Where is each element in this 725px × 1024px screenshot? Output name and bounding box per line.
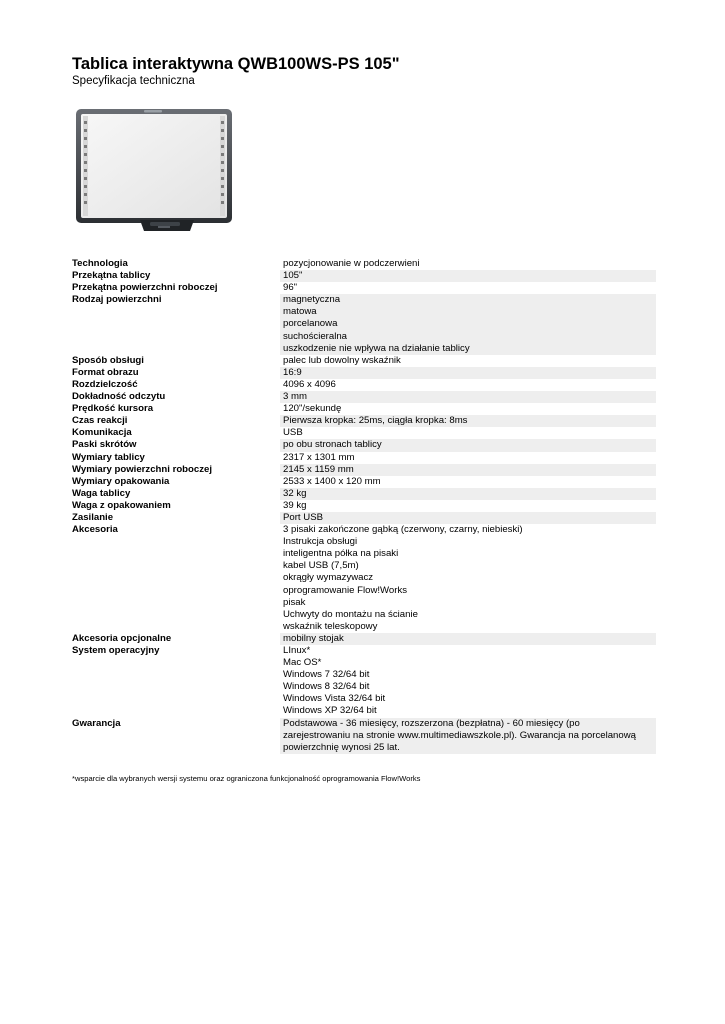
spec-value-line: oprogramowanie Flow!Works xyxy=(283,584,408,596)
spec-value-line: 2145 x 1159 mm xyxy=(283,463,354,475)
spec-row xyxy=(69,379,656,391)
spec-value-line: pisak xyxy=(283,596,306,608)
spec-value xyxy=(280,258,656,270)
spec-value xyxy=(280,379,656,391)
spec-value-line: Windows XP 32/64 bit xyxy=(283,705,377,717)
spec-value-line: suchościeralna xyxy=(283,330,347,342)
spec-row xyxy=(69,391,656,403)
spec-value-line: Podstawowa - 36 miesięcy, rozszerzona (bezpłatna) - 60 miesięcy (po xyxy=(283,717,580,729)
spec-value xyxy=(280,427,656,439)
spec-value xyxy=(280,367,656,379)
spec-row xyxy=(69,512,656,524)
spec-value-line: Pierwsza kropka: 25ms, ciągła kropka: 8ms xyxy=(283,415,468,427)
spec-value-line: Uchwyty do montażu na ścianie xyxy=(283,608,418,620)
spec-value-line: mobilny stojak xyxy=(283,632,344,644)
spec-label: Wymiary opakowania xyxy=(72,475,170,487)
spec-label: Waga tablicy xyxy=(72,487,131,499)
spec-value-line: wskaźnik teleskopowy xyxy=(283,620,378,632)
spec-value xyxy=(280,645,656,718)
spec-label: Przekątna powierzchni roboczej xyxy=(72,282,218,294)
spec-row xyxy=(69,439,656,451)
spec-row xyxy=(69,294,656,354)
spec-value xyxy=(280,391,656,403)
spec-value xyxy=(280,464,656,476)
spec-value-line: porcelanowa xyxy=(283,318,338,330)
spec-value-line: magnetyczna xyxy=(283,294,341,306)
spec-label: Akcesoria opcjonalne xyxy=(72,632,172,644)
spec-value-line: palec lub dowolny wskaźnik xyxy=(283,354,401,366)
spec-value-line: 3 mm xyxy=(283,391,307,403)
spec-value-line: 16:9 xyxy=(283,366,302,378)
spec-value-line: Windows Vista 32/64 bit xyxy=(283,693,386,705)
spec-value-line: 39 kg xyxy=(283,499,307,511)
spec-value-line: po obu stronach tablicy xyxy=(283,439,382,451)
spec-label: Prędkość kursora xyxy=(72,403,154,415)
spec-row xyxy=(69,633,656,645)
spec-value-line: USB xyxy=(283,427,303,439)
spec-row xyxy=(69,488,656,500)
spec-row xyxy=(69,270,656,282)
spec-row xyxy=(69,645,656,718)
spec-label: Przekątna tablicy xyxy=(72,270,151,282)
spec-value-line: 120"/sekundę xyxy=(283,403,342,415)
spec-value xyxy=(280,294,656,354)
spec-label: Komunikacja xyxy=(72,427,132,439)
spec-value xyxy=(280,718,656,754)
spec-label: Wymiary powierzchni roboczej xyxy=(72,463,213,475)
spec-value xyxy=(280,282,656,294)
spec-label: Rodzaj powierzchni xyxy=(72,294,162,306)
spec-label: Dokładność odczytu xyxy=(72,391,166,403)
footnote: *wsparcie dla wybranych wersji systemu oraz ograniczona funkcjonalność oprogramowania Flow!Works xyxy=(72,774,421,783)
spec-value xyxy=(280,488,656,500)
spec-row xyxy=(69,367,656,379)
spec-row xyxy=(69,500,656,512)
spec-row xyxy=(69,282,656,294)
spec-value xyxy=(280,476,656,488)
interactive-whiteboard-photo xyxy=(74,107,236,239)
spec-value-line: pozycjonowanie w podczerwieni xyxy=(283,258,420,269)
spec-value-line: okrągły wymazywacz xyxy=(283,572,374,584)
spec-value-line: Windows 8 32/64 bit xyxy=(283,681,370,693)
spec-value-line: uszkodzenie nie wpływa na działanie tablicy xyxy=(283,342,470,354)
spec-value-line: 105" xyxy=(283,270,303,282)
spec-row xyxy=(69,355,656,367)
spec-value-line: zarejestrowaniu na stronie www.multimediawszkole.pl). Gwarancja na porcelanową xyxy=(283,729,636,741)
spec-value-line: 96" xyxy=(283,282,298,294)
spec-value-line: LInux* xyxy=(283,645,311,656)
spec-value xyxy=(280,415,656,427)
spec-value xyxy=(280,452,656,464)
spec-label: Wymiary tablicy xyxy=(72,451,145,463)
spec-value-line: 2317 x 1301 mm xyxy=(283,451,355,463)
spec-value-line: Windows 7 32/64 bit xyxy=(283,669,370,681)
spec-value xyxy=(280,355,656,367)
spec-row xyxy=(69,476,656,488)
spec-value-line: 32 kg xyxy=(283,487,307,499)
spec-label: Akcesoria xyxy=(72,524,118,536)
spec-value-line: Mac OS* xyxy=(283,657,322,669)
spec-label: Sposób obsługi xyxy=(72,354,144,366)
spec-value-line: Port USB xyxy=(283,511,323,523)
spec-label: Zasilanie xyxy=(72,511,114,523)
spec-value-line: 3 pisaki zakończone gąbką (czerwony, czarny, niebieski) xyxy=(283,524,523,536)
spec-row xyxy=(69,718,656,754)
spec-value-line: powierzchnię wynosi 25 lat. xyxy=(283,741,400,753)
specification-table xyxy=(69,258,656,754)
spec-value xyxy=(280,270,656,282)
spec-label: Format obrazu xyxy=(72,366,139,378)
spec-value xyxy=(280,500,656,512)
spec-value-line: matowa xyxy=(283,306,317,318)
page-title: Tablica interaktywna QWB100WS-PS 105" xyxy=(72,55,400,73)
spec-label: Czas reakcji xyxy=(72,415,128,427)
spec-label: Technologia xyxy=(72,258,128,269)
spec-row xyxy=(69,258,656,270)
spec-value xyxy=(280,633,656,645)
spec-value xyxy=(280,524,656,633)
spec-label: Rozdzielczość xyxy=(72,378,138,390)
spec-value xyxy=(280,403,656,415)
spec-value-line: 2533 x 1400 x 120 mm xyxy=(283,475,381,487)
page-subtitle: Specyfikacja techniczna xyxy=(72,75,195,87)
spec-value-line: 4096 x 4096 xyxy=(283,378,336,390)
spec-row xyxy=(69,524,656,633)
spec-value-line: Instrukcja obsługi xyxy=(283,536,358,548)
spec-value xyxy=(280,439,656,451)
spec-row xyxy=(69,427,656,439)
spec-label: Paski skrótów xyxy=(72,439,137,451)
spec-label: System operacyjny xyxy=(72,645,160,656)
spec-row xyxy=(69,452,656,464)
spec-value-line: inteligentna półka na pisaki xyxy=(283,548,399,560)
spec-label: Waga z opakowaniem xyxy=(72,499,171,511)
spec-value xyxy=(280,512,656,524)
spec-value-line: kabel USB (7,5m) xyxy=(283,560,359,572)
spec-row xyxy=(69,415,656,427)
spec-row xyxy=(69,403,656,415)
spec-label: Gwarancja xyxy=(72,717,121,729)
spec-row xyxy=(69,464,656,476)
